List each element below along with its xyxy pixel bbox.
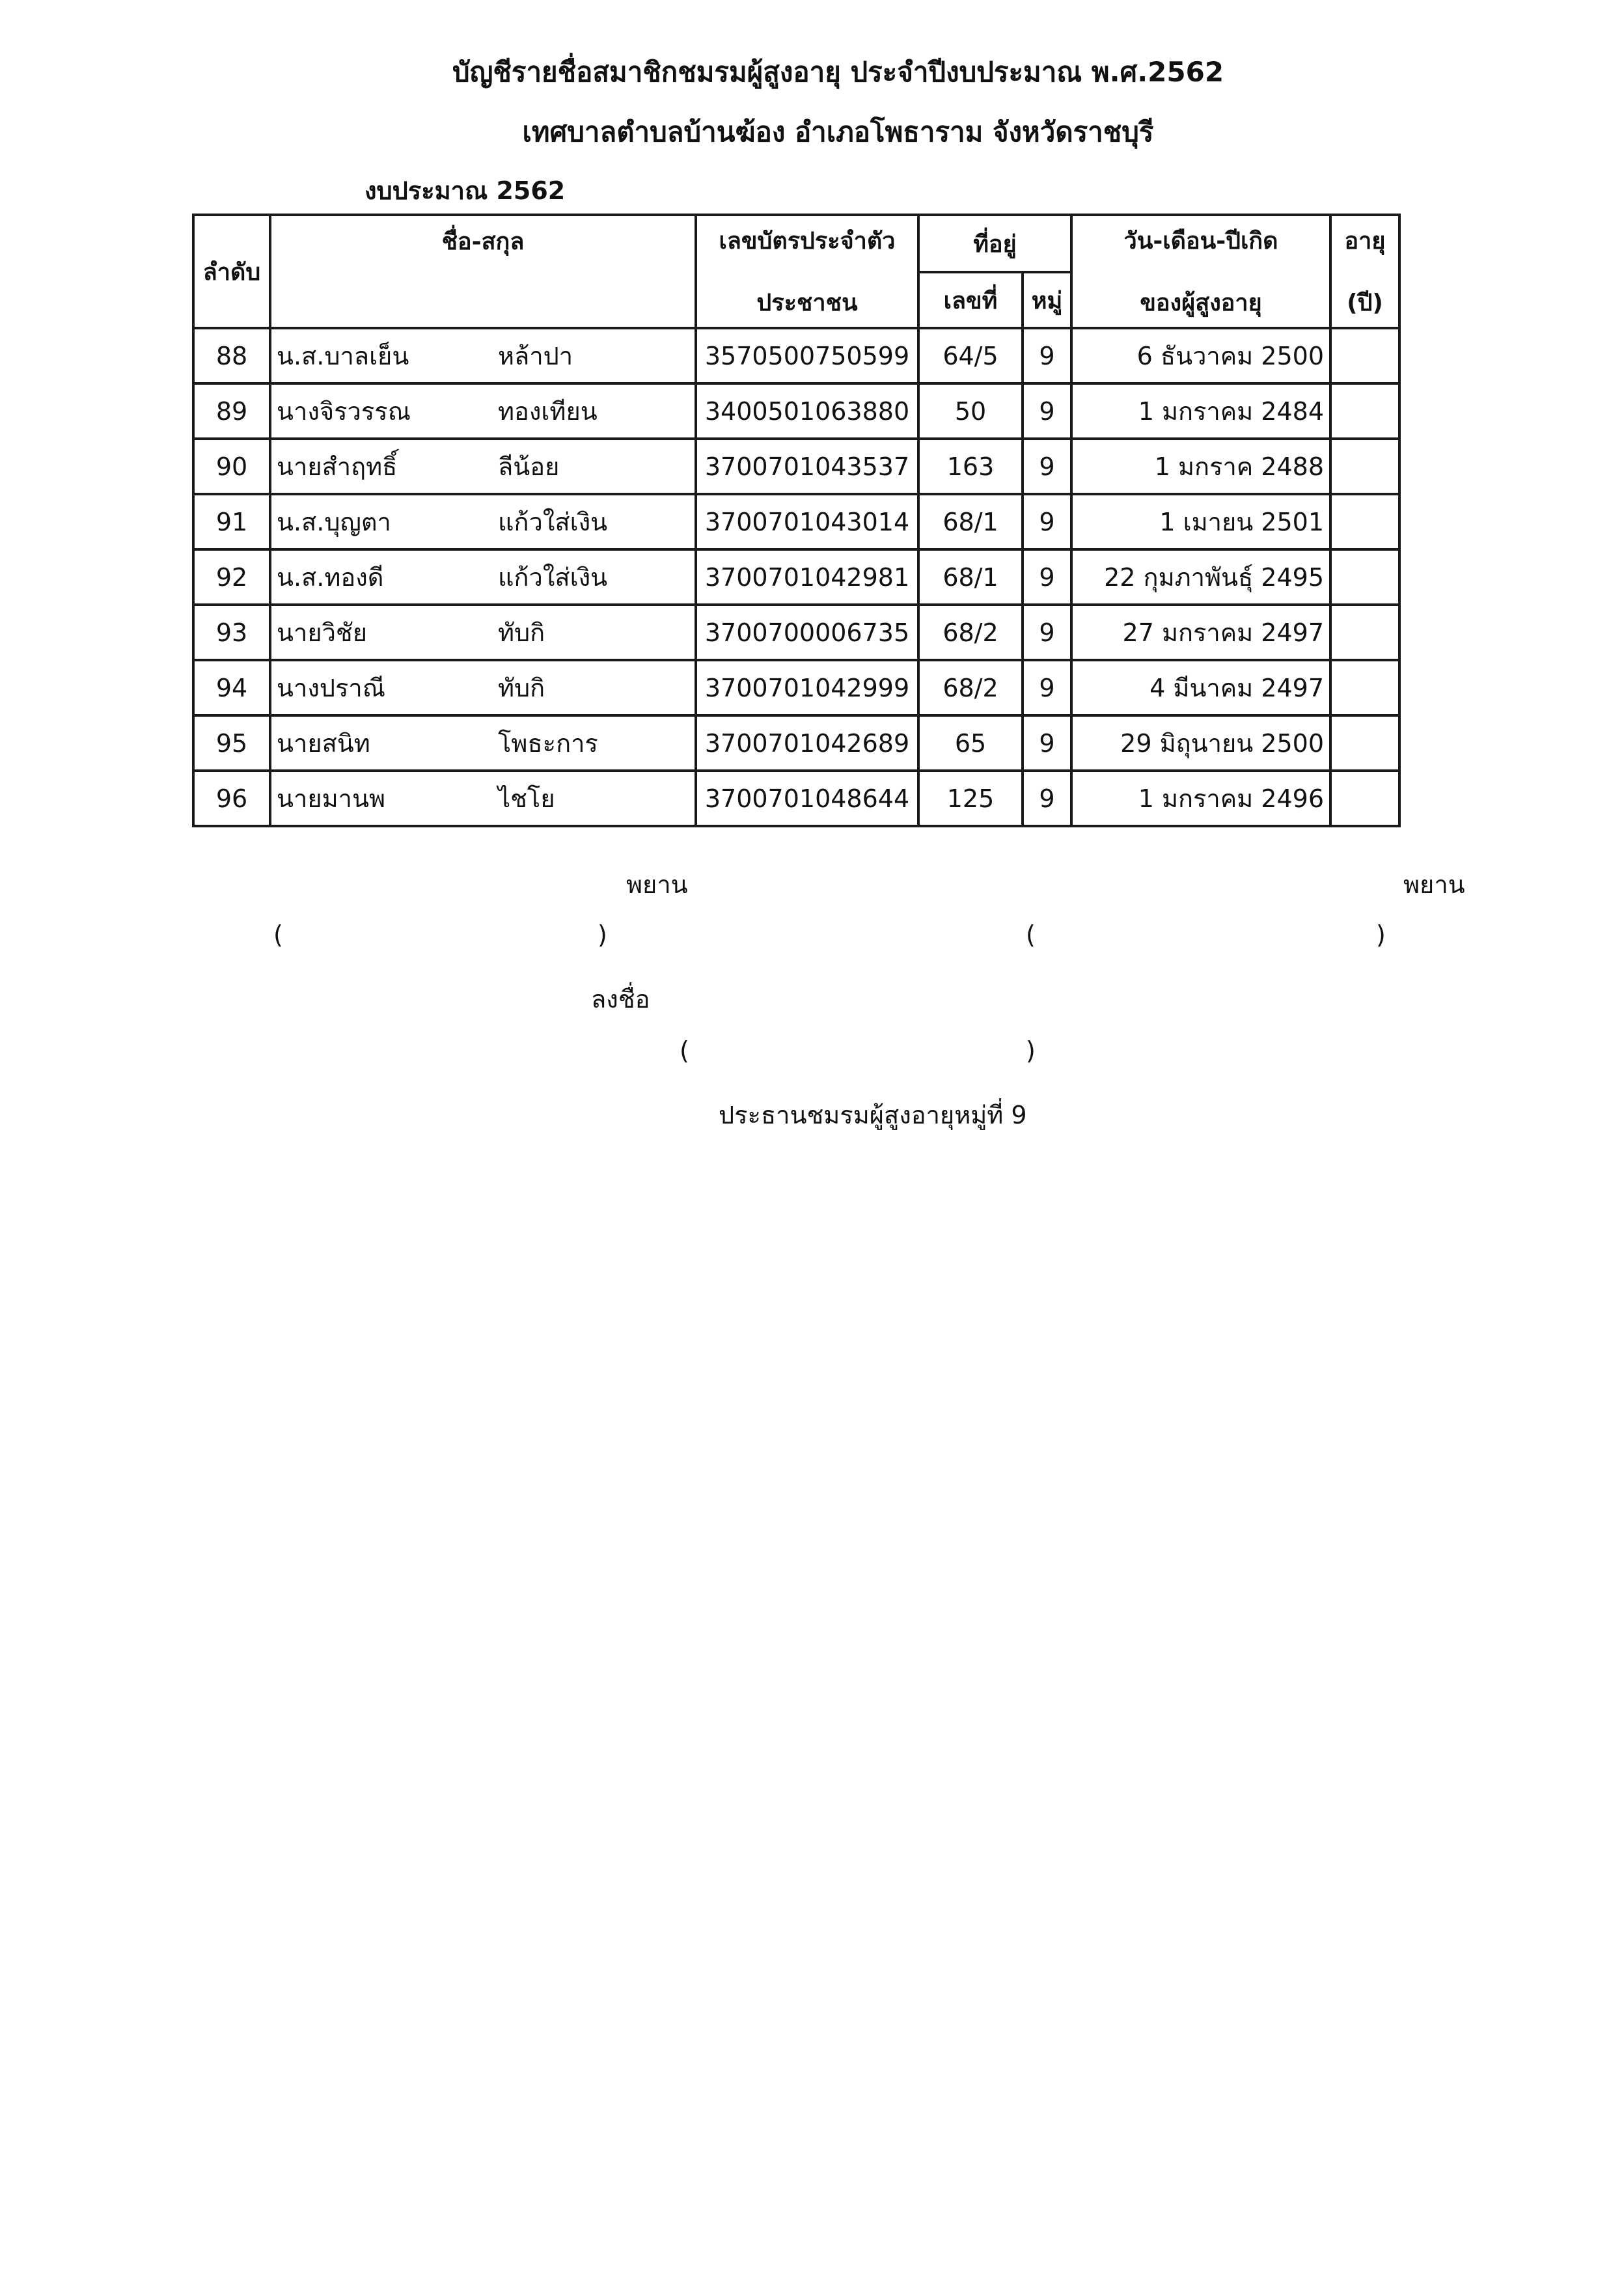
cell-first-name: น.ส.บาลเย็น (277, 342, 409, 370)
table-row (193, 605, 1399, 660)
cell-moo: 9 (1023, 383, 1071, 439)
cell-dob: 29 มิถุนายน 2500 (1071, 715, 1330, 771)
cell-name (270, 383, 696, 439)
cell-dob: 1 มกราค 2488 (1071, 439, 1330, 494)
header-house-no: เลขที่ (918, 272, 1023, 328)
cell-first-name: นายสำฤทธิ์ (277, 452, 398, 481)
cell-last-name: หล้าปา (498, 342, 573, 370)
cell-no: 93 (193, 605, 270, 660)
cell-moo: 9 (1023, 660, 1071, 715)
cell-no: 94 (193, 660, 270, 715)
header-name: ชื่อ-สกุล (270, 215, 696, 328)
cell-house-no: 163 (918, 439, 1023, 494)
cell-first-name: น.ส.ทองดี (277, 563, 384, 592)
cell-dob: 1 มกราคม 2496 (1071, 771, 1330, 826)
cell-last-name: ทับกิ (498, 674, 545, 702)
cell-house-no: 125 (918, 771, 1023, 826)
cell-house-no: 68/2 (918, 660, 1023, 715)
sign-label: ลงชื่อ (591, 985, 650, 1014)
cell-no: 88 (193, 328, 270, 383)
cell-age (1330, 383, 1399, 439)
cell-dob: 6 ธันวาคม 2500 (1071, 328, 1330, 383)
table-row (193, 439, 1399, 494)
cell-first-name: นายมานพ (277, 784, 385, 813)
chairman-open-paren: ( (680, 1036, 689, 1065)
member-roster-table (192, 214, 1401, 827)
cell-first-name: นางปราณี (277, 674, 385, 702)
cell-house-no: 64/5 (918, 328, 1023, 383)
cell-dob: 22 กุมภาพันธุ์ 2495 (1071, 549, 1330, 605)
cell-first-name: นายวิชัย (277, 618, 367, 647)
cell-age (1330, 328, 1399, 383)
table-row (193, 383, 1399, 439)
cell-house-no: 68/2 (918, 605, 1023, 660)
chairman-title: ประธานชมรมผู้สูงอายุหมู่ที่ 9 (719, 1101, 1027, 1129)
cell-dob: 1 เมายน 2501 (1071, 494, 1330, 549)
header-address: ที่อยู่ (918, 215, 1071, 272)
cell-moo: 9 (1023, 771, 1071, 826)
roster-body (193, 328, 1399, 826)
cell-age (1330, 660, 1399, 715)
witness-left-close-paren: ) (598, 920, 607, 949)
table-row (193, 328, 1399, 383)
cell-moo: 9 (1023, 715, 1071, 771)
cell-age (1330, 439, 1399, 494)
cell-id-card: 3700701042981 (696, 549, 918, 605)
cell-name (270, 494, 696, 549)
cell-name (270, 605, 696, 660)
header-moo: หมู่ (1023, 272, 1071, 328)
header-dob-line2: ของผู้สูงอายุ (1140, 290, 1262, 316)
header-id-card (696, 215, 918, 328)
cell-moo: 9 (1023, 549, 1071, 605)
table-row (193, 771, 1399, 826)
cell-id-card: 3700701042689 (696, 715, 918, 771)
cell-house-no: 68/1 (918, 494, 1023, 549)
cell-moo: 9 (1023, 439, 1071, 494)
cell-dob: 4 มีนาคม 2497 (1071, 660, 1330, 715)
header-id-line1: เลขบัตรประจำตัว (719, 228, 896, 255)
cell-name (270, 439, 696, 494)
cell-name (270, 771, 696, 826)
cell-name (270, 328, 696, 383)
cell-last-name: ลีน้อย (498, 452, 560, 481)
cell-moo: 9 (1023, 494, 1071, 549)
cell-age (1330, 605, 1399, 660)
cell-no: 95 (193, 715, 270, 771)
header-age-line1: อายุ (1344, 228, 1386, 255)
table-row (193, 494, 1399, 549)
document-title: บัญชีรายชื่อสมาชิกชมรมผู้สูงอายุ ประจำปีงบประมาณ พ.ศ.2562 (452, 56, 1224, 88)
cell-age (1330, 549, 1399, 605)
cell-age (1330, 715, 1399, 771)
cell-last-name: ทับกิ (498, 618, 545, 647)
header-dob-line1: วัน-เดือน-ปีเกิด (1123, 228, 1278, 255)
cell-moo: 9 (1023, 328, 1071, 383)
cell-house-no: 50 (918, 383, 1023, 439)
cell-last-name: ทองเทียน (498, 397, 598, 426)
header-no: ลำดับ (193, 215, 270, 328)
cell-first-name: นางจิรวรรณ (277, 397, 411, 426)
header-dob (1071, 215, 1330, 328)
witness-label-left: พยาน (626, 870, 688, 899)
table-row (193, 549, 1399, 605)
witness-right-close-paren: ) (1376, 920, 1386, 949)
cell-id-card: 3700701042999 (696, 660, 918, 715)
cell-no: 89 (193, 383, 270, 439)
budget-year-label: งบประมาณ 2562 (365, 176, 566, 205)
cell-id-card: 3700701043537 (696, 439, 918, 494)
cell-dob: 1 มกราคม 2484 (1071, 383, 1330, 439)
cell-id-card: 3400501063880 (696, 383, 918, 439)
cell-last-name: โพธะการ (498, 729, 598, 758)
document-subtitle: เทศบาลตำบลบ้านฆ้อง อำเภอโพธาราม จังหวัดราชบุรี (522, 116, 1154, 148)
witness-left-open-paren: ( (273, 920, 283, 949)
cell-age (1330, 771, 1399, 826)
cell-house-no: 65 (918, 715, 1023, 771)
witness-right-open-paren: ( (1026, 920, 1036, 949)
cell-dob: 27 มกราคม 2497 (1071, 605, 1330, 660)
cell-name (270, 715, 696, 771)
cell-first-name: น.ส.บุญตา (277, 508, 391, 536)
cell-no: 92 (193, 549, 270, 605)
cell-no: 96 (193, 771, 270, 826)
cell-no: 91 (193, 494, 270, 549)
header-age-line2: (ปี) (1347, 290, 1383, 316)
cell-last-name: ไชโย (498, 784, 555, 813)
cell-first-name: นายสนิท (277, 729, 370, 758)
table-row (193, 715, 1399, 771)
cell-id-card: 3570500750599 (696, 328, 918, 383)
header-id-line2: ประชาชน (756, 290, 858, 316)
cell-name (270, 660, 696, 715)
header-age (1330, 215, 1399, 328)
cell-last-name: แก้วใส่เงิน (498, 563, 608, 592)
cell-no: 90 (193, 439, 270, 494)
chairman-close-paren: ) (1026, 1036, 1036, 1065)
cell-name (270, 549, 696, 605)
cell-age (1330, 494, 1399, 549)
cell-last-name: แก้วใส่เงิน (498, 508, 608, 536)
cell-id-card: 3700701048644 (696, 771, 918, 826)
cell-id-card: 3700701043014 (696, 494, 918, 549)
table-row (193, 660, 1399, 715)
cell-moo: 9 (1023, 605, 1071, 660)
cell-id-card: 3700700006735 (696, 605, 918, 660)
witness-label-right: พยาน (1403, 870, 1465, 899)
cell-house-no: 68/1 (918, 549, 1023, 605)
